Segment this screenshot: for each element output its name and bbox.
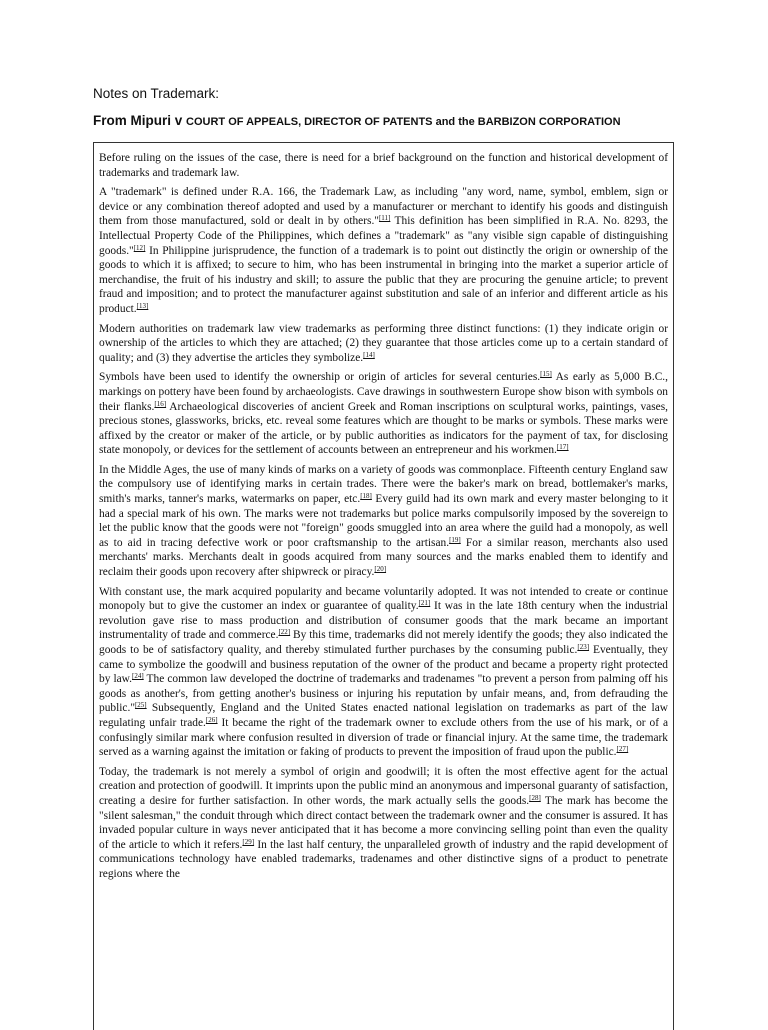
footnote-ref[interactable]: [21] xyxy=(418,599,431,608)
footnote-ref[interactable]: [26] xyxy=(205,715,218,724)
paragraph xyxy=(99,322,668,366)
paragraph-text: Today, the trademark is not merely a symbol of origin and goodwill; it is often the most effective agent for the actual creation and protection of goodwill. It imprints upon the public mind an anonymous and impersonal guaranty of satisfaction, creating a desire for further satisfaction. In other words, the mark actually sells the goods. xyxy=(99,765,668,807)
footnote-ref[interactable]: [15] xyxy=(540,370,552,379)
footnote-ref[interactable]: [18] xyxy=(360,492,372,501)
paragraph-text: A "trademark" is defined under R.A. 166, the Trademark Law, as including "any word, name, symbol, emblem, sign or device or any combination thereof adopted and used by a manufacturer or merchant to identify his goods and distinguish them from those manufactured, sold or dealt in by others." xyxy=(99,186,668,228)
footnote-ref[interactable]: [11] xyxy=(378,214,391,223)
paragraph-text: By this time, trademarks did not merely identify the goods; they also indicated the goods to be of satisfactory quality, and thereby stimulated further purchases by the consuming public. xyxy=(99,629,668,656)
paragraph-text: This definition has been simplified in R.A. No. 8293, the Intellectual Property Code of the Philippines, which defines a "trademark" as "any visible sign capable of distinguishing goods." xyxy=(99,215,668,257)
paragraph-text: In the Middle Ages, the use of many kinds of marks on a variety of goods was commonplace. Fifteenth century England saw the compulsory use of identifying marks in certain trades. There were the baker's mark on bread, bottlemaker's marks, smith's marks, tanner's marks, watermarks on paper, etc. xyxy=(99,463,668,506)
case-title-parties: COURT OF APPEALS, DIRECTOR OF PATENTS and the BARBIZON CORPORATION xyxy=(186,116,621,128)
footnote-ref[interactable]: [29] xyxy=(242,837,255,846)
paragraph xyxy=(99,185,668,316)
paragraph xyxy=(99,585,668,760)
case-title xyxy=(93,113,621,128)
paragraph xyxy=(99,370,668,458)
footnote-ref[interactable]: [16] xyxy=(154,399,167,408)
footnote-ref[interactable]: [23] xyxy=(577,643,590,651)
footnote-ref[interactable]: [22] xyxy=(278,628,291,637)
paragraph-text: In the last half century, the unparalleled growth of industry and the rapid development of communications technology have enabled trademarks, tradenames and other distinctive signs of a product to penetrate regions where the xyxy=(99,838,668,880)
case-title-prefix: From Mipuri v xyxy=(93,113,183,128)
paragraph-text: With constant use, the mark acquired popularity and became voluntarily adopted. It was not intended to create or continue monopoly but to give the customer an index or guarantee of quality. xyxy=(99,585,668,613)
footnote-ref[interactable]: [24] xyxy=(132,672,144,681)
footnote-ref[interactable]: [20] xyxy=(374,565,387,574)
paragraph xyxy=(99,151,668,180)
paragraph-text: Symbols have been used to identify the ownership or origin of articles for several centuries. xyxy=(99,371,541,384)
footnote-ref[interactable]: [13] xyxy=(136,301,149,310)
footnote-ref[interactable]: [12] xyxy=(133,243,146,252)
paragraph-text: Eventually, they came to symbolize the goodwill and business reputation of the owner of the product and became a property right protected by law. xyxy=(99,644,669,686)
paragraph xyxy=(99,765,668,882)
paragraph-text: As early as 5,000 B.C., markings on pottery have been found by archaeologists. Cave drawings in southwestern Europe show bison with symbols on their flanks. xyxy=(99,371,668,413)
excerpt-box xyxy=(93,142,674,1030)
paragraph-text: The common law developed the doctrine of trademarks and tradenames "to prevent a person from palming off his goods as another's, from getting another's business or injuring his reputation by unfair means, and, from defrauding the public." xyxy=(99,673,668,715)
paragraph-text: The mark has become the "silent salesman," the conduit through which direct contact between the trademark owner and the consumer is assured. It has invaded popular culture in ways never anticipated that it has become a more convincing selling point than even the quality of the article to which it refers. xyxy=(99,794,668,851)
footnote-ref[interactable]: [19] xyxy=(449,535,461,544)
paragraph-text: For a similar reason, merchants also used merchants' marks. Merchants dealt in goods acquired from many sources and the marks enabled them to identify and reclaim their goods upon recovery after shipwreck or piracy. xyxy=(99,536,668,579)
paragraph-text: Before ruling on the issues of the case, there is need for a brief background on the function and historical development of trademarks and trademark law. xyxy=(99,152,668,179)
paragraph-text: It was in the late 18th century when the industrial revolution gave rise to mass production and distribution of consumer goods that the mark became an important instrumentality of trade and commerce. xyxy=(99,600,669,642)
footnote-ref[interactable]: [14] xyxy=(363,350,375,359)
notes-title: Notes on Trademark: xyxy=(93,86,220,101)
paragraph xyxy=(99,463,668,580)
paragraph-text: Archaeological discoveries of ancient Greek and Roman inscriptions on sculptural works, paintings, vases, precious stones, glassworks, bricks, etc. reveal some features which are thought to be marks or symbols. These marks were affixed by the creator or maker of the article, or by public authorities as indicators for the payment of tax, for disclosing state monopoly, or devices for the settlement of accounts between an entrepreneur and his workmen. xyxy=(99,400,669,457)
footnote-ref[interactable]: [25] xyxy=(134,701,147,710)
paragraph-text: In Philippine jurisprudence, the function of a trademark is to point out distinctly the origin or ownership of the goods to which it is affixed; to secure to him, who has been instrumental in bringing into the market a superior article of merchandise, the fruit of his industry and skill; to assure the public that they are procuring the genuine article; to prevent fraud and imposition; and to protect the manufacturer against substitution and sale of an inferior and different article as his product. xyxy=(99,244,668,315)
footnote-ref[interactable]: [27] xyxy=(616,745,629,754)
paragraph-text: Modern authorities on trademark law view trademarks as performing three distinct functions: (1) they indicate origin or ownership of the articles to which they are attached; (2) they guarantee that those articles come up to a certain standard of quality; and (3) they advertise the articles they symbolize. xyxy=(99,322,668,364)
footnote-ref[interactable]: [17] xyxy=(556,443,569,452)
footnote-ref[interactable]: [28] xyxy=(529,793,541,802)
paragraph-text: Subsequently, England and the United States enacted national legislation on trademarks as part of the law regulating unfair trade. xyxy=(99,702,668,729)
paragraph-text: It became the right of the trademark owner to exclude others from the use of his mark, or of a confusingly similar mark where confusion resulted in diversion of trade or financial injury. At the same time, the trademark served as a warning against the imitation or faking of products to prevent the imposition of fraud upon the public. xyxy=(99,716,668,759)
paragraph-text: Every guild had its own mark and every master belonging to it had a special mark of his own. The marks were not trademarks but police marks compulsorily imposed by the sovereign to let the public know that the goods were not "foreign" goods smuggled into an area where the guild had a monopoly, as well as to aid in tracing defective work or poor craftsmanship to the artisan. xyxy=(99,493,668,549)
